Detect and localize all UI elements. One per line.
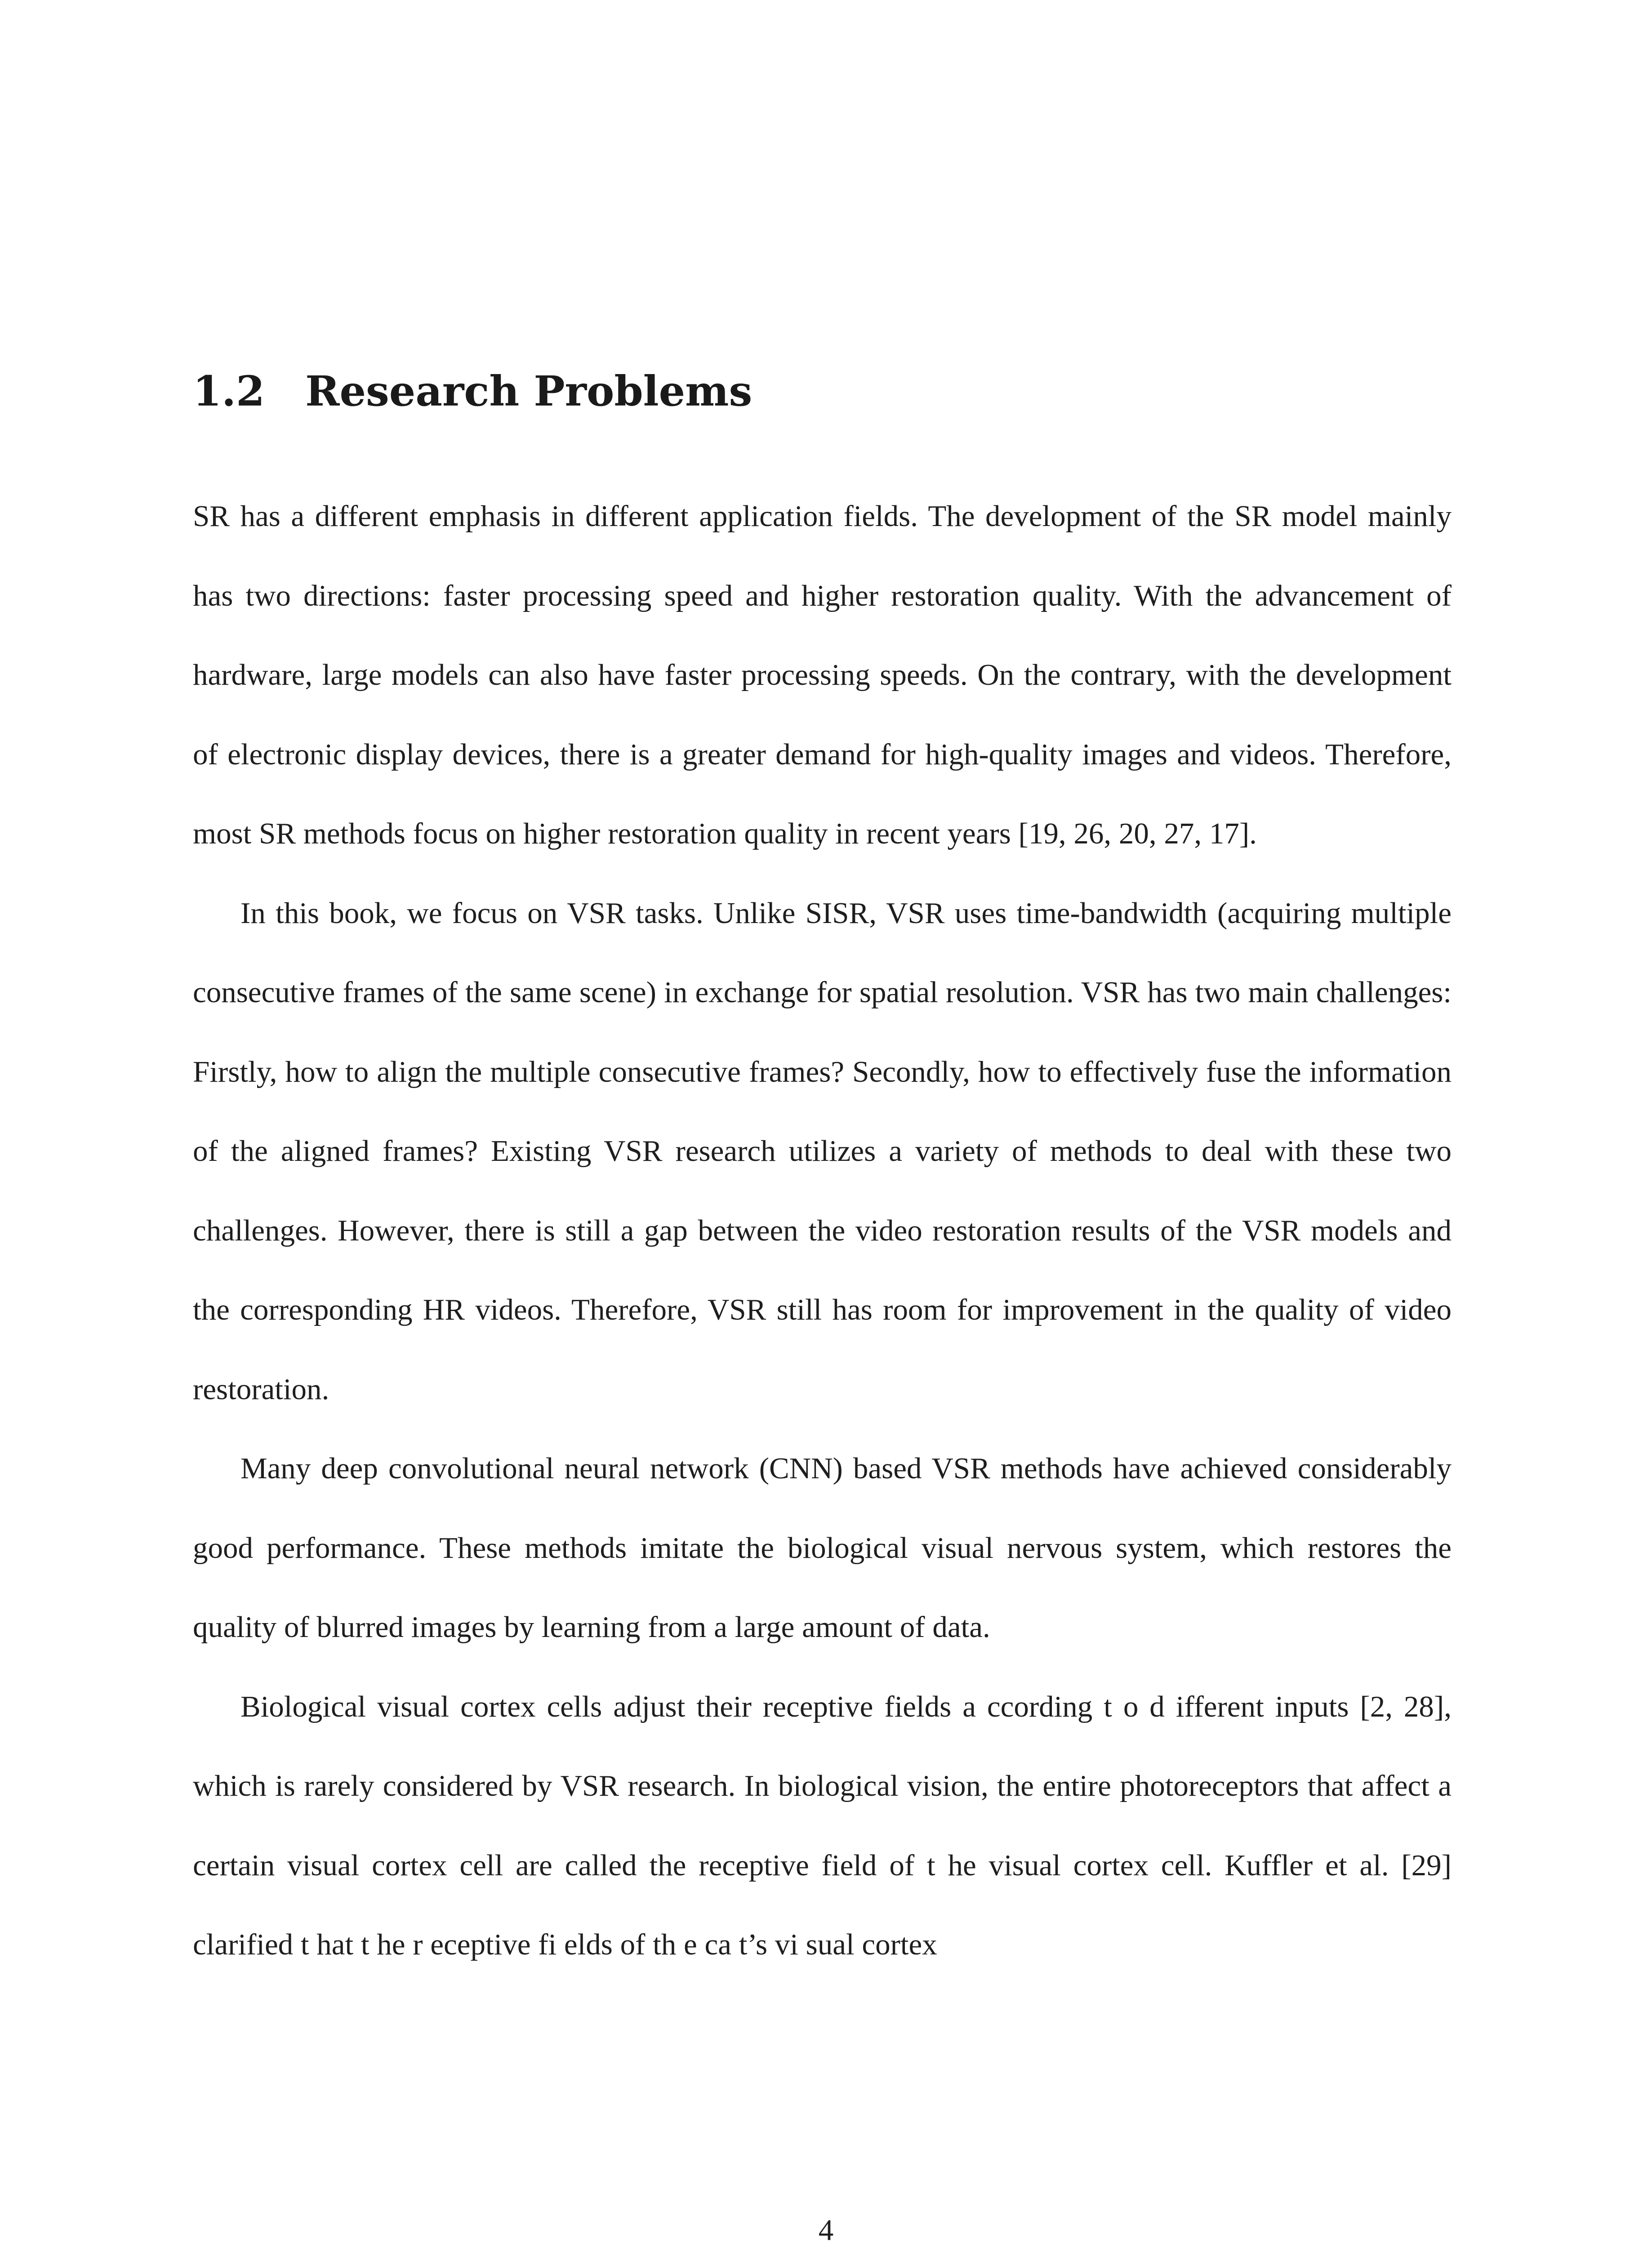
paragraph-vsr-tasks: In this book, we focus on VSR tasks. Unlike SISR, VSR uses time-bandwidth (acquiring multiple consecutive frames of the same scene) in exchange for spatial resolution. VSR has two main challenges: Firstly, how to align the multiple consecutive frames? Secondly, how to effectively fuse the information of the aligned frames? Existing VSR research utilizes a variety of methods to deal with these two challenges. However, there is still a gap between the video restoration results of the VSR models and the corresponding HR videos. Therefore, VSR still has room for improvement in the quality of video restoration. (193, 896, 1452, 1406)
paragraph-cnn-methods: Many deep convolutional neural network (CNN) based VSR methods have achieved considerably good performance. These methods imitate the biological visual nervous system, which restores the quality of blurred images by learning from a large amount of data. (193, 1452, 1452, 1644)
page-number: 4 (818, 2213, 834, 2247)
section-number: 1.2 (193, 367, 265, 415)
section-title: Research Problems (305, 367, 753, 415)
body-text (193, 477, 1452, 1985)
paragraph-biological-vision: Biological visual cortex cells adjust their receptive fields a ccording t o d ifferent inputs [2, 28], which is rarely considered by VSR research. In biological vision, the entire photoreceptors that affect a certain visual cortex cell are called the receptive field of t he visual cortex cell. Kuffler et al. [29] clarified t hat t he r eceptive fi elds of th e ca t’s vi sual cortex (193, 1690, 1452, 1961)
paragraph-sr-emphasis: SR has a different emphasis in different application fields. The development of the SR model mainly has two directions: faster processing speed and higher restoration quality. With the advancement of hardware, large models can also have faster processing speeds. On the contrary, with the development of electronic display devices, there is a greater demand for high-quality images and videos. Therefore, most SR methods focus on higher restoration quality in recent years [19, 26, 20, 27, 17]. (193, 500, 1452, 850)
section-heading (193, 364, 752, 418)
